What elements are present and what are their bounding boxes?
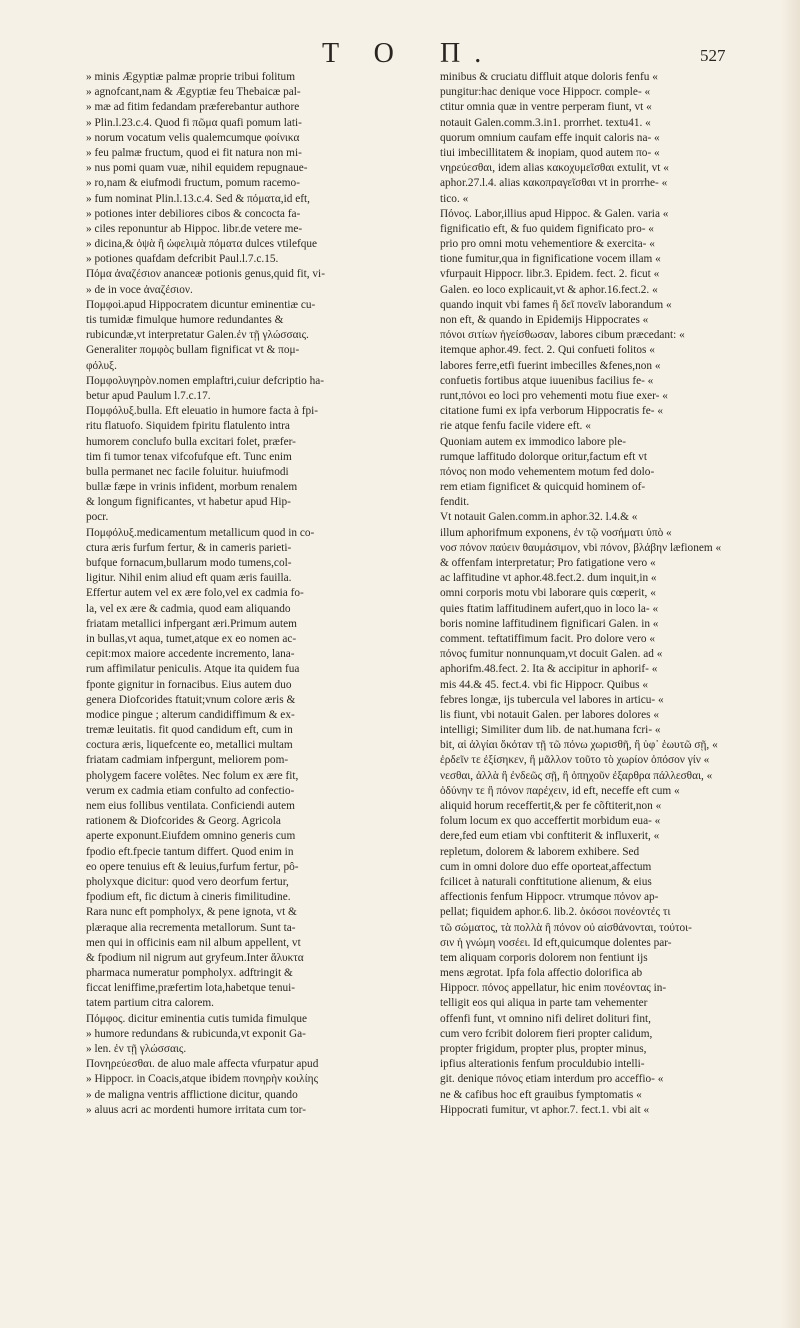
text-line: fendit. [440, 496, 470, 509]
text-line: Effertur autem vel ex ære folo,vel ex cadmia fo- [86, 587, 304, 600]
text-line: non eft, & quando in Epidemijs Hippocrates « [440, 314, 649, 326]
text-line: genera Diofcorides ftatuit;vnum colore æris & [86, 693, 296, 706]
text-line: lis fiunt, vbi notauit Galen. per labores dolores « [440, 708, 659, 721]
text-line: Πομφόλυξ.bulla. Eft eleuatio in humore facta à fpi- [86, 405, 319, 418]
text-line: coctura æris, liquefcente eo, metallici multam [86, 739, 293, 752]
text-line: telligit eos qui aliqua in parte tam vehementer [440, 997, 648, 1010]
text-line: offenfi funt, vt omnino nifi deliret dolituri fint, [440, 1012, 651, 1025]
text-line: » potiones quafdam defcribit Paul.l.7.c.15. [86, 253, 279, 266]
text-line: » ro,nam & eiufmodi fructum, pomum racemo- [86, 177, 300, 190]
text-line: pharmaca numeratur pompholyx. adftringit & [86, 967, 293, 980]
text-line: friatam metallici infpergant æri.Primum autem [86, 617, 297, 630]
text-line: ligitur. Nihil enim aliud eft quam æris fauilla. [86, 572, 292, 585]
text-line: » Hippocr. in Coacis,atque ibidem πονηρὴν κοιλίης [86, 1073, 319, 1086]
text-line: » de in voce ἀναζέσιον. [86, 283, 193, 296]
text-line: bulla permanet nec facile foluitur. huiufmodi [86, 465, 289, 478]
text-line: Πόμφος. dicitur eminentia cutis tumida fimulque [86, 1012, 307, 1025]
text-line: bufque fornacum,bullarum modo tumens,col- [86, 557, 292, 569]
text-line: Πομφόλυξ.medicamentum metallicum quod in co- [86, 526, 315, 539]
text-line: ctura æris furfum fertur, & in cameris parieti- [86, 541, 292, 554]
text-line: τῶ σώματος, τὰ πολλὰ ἢ πόνον οὐ αἰσθάνονται, τούτοι- [440, 921, 692, 934]
text-line: ritu flatuofo. Siquidem fpiritu flatulento intra [86, 420, 290, 433]
text-line: Πομφολυγηρὸν.nomen emplaftri,cuiur defcriptio ha- [86, 374, 325, 387]
text-line: runt,πόνοι eo loci pro vehementi motu fiue exer- « [440, 389, 668, 402]
text-line: tis tumidæ fimulque humore redundantes & [86, 314, 284, 326]
text-line: tiui imbecillitatem & inopiam, quod autem πο- « [440, 146, 660, 159]
text-line: fpodio eft.fpecie tantum differt. Quod enim in [86, 845, 294, 858]
text-line: tatem partium citra calorem. [86, 997, 214, 1010]
text-line: modice pingue ; alterum candidiffimum & ex- [86, 708, 295, 721]
running-head-left: T O [322, 38, 408, 69]
text-line: Hippocrati fumitur, vt aphor.7. fect.1. vbi ait « [440, 1103, 650, 1116]
text-line: vfurpauit Hippocr. libr.3. Epidem. fect. 2. ficut « [440, 268, 660, 281]
text-line: Πόνος. Labor,illius apud Hippoc. & Galen. varia « [440, 207, 669, 220]
text-line: ac laffitudine vt aphor.48.fect.2. dum inquit,in « [440, 572, 657, 585]
text-line: πόνος fumitur nonnunquam,vt docuit Galen. ad « [440, 648, 663, 661]
text-line: fpodium eft, fic dictum à cineris fimilitudine. [86, 891, 291, 904]
text-line: confuetis fortibus atque iuuenibus facilius fe- « [440, 374, 654, 387]
text-line: » humore redundans & rubicunda,vt exponit Ga- [86, 1027, 306, 1040]
text-line: omni corporis motu vbi laborare quis cœperit, « [440, 587, 656, 600]
text-line: Πονηρεύεσθαι. de aluo male affecta vfurpatur apud [86, 1058, 319, 1071]
text-line: πόνοι σιτίων ἡγείσθωσαν, labores cibum præcedant: « [440, 329, 685, 342]
text-line: rum affimilatur peniculis. Atque ita quidem fua [86, 663, 300, 676]
text-line: tremæ leuitatis. fit quod candidum eft, cum in [86, 724, 293, 737]
text-line: pholyxque dicitur: quod vero deorfum fertur, [86, 875, 289, 888]
text-line: quorum omnium caufam effe inquit caloris na- « [440, 131, 660, 144]
text-line: ipfius alterationis fenfum proculdubio intelli- [440, 1058, 645, 1071]
page-number: 527 [700, 46, 726, 65]
right-column [440, 70, 775, 1118]
text-line: tico. « [440, 192, 469, 205]
text-line: minibus & cruciatu diffluit atque doloris fenfu « [440, 71, 658, 83]
text-line: » agnofcant,nam & Ægyptiæ feu Thebaicæ pal- [86, 86, 301, 99]
text-line: tione fumitur,qua in fignificatione vocem illam « [440, 253, 661, 266]
text-line: Πόμα ἀναζέσιον ananceæ potionis genus,quid fit, vi- [86, 268, 325, 281]
text-line: Vt notauit Galen.comm.in aphor.32. l.4.& « [440, 511, 638, 524]
text-line: plæraque alia recrementa metallorum. Sunt ta- [86, 921, 296, 934]
page-header [0, 38, 800, 68]
text-line: repletum, dolorem & laborem exhibere. Sed [440, 845, 640, 858]
text-line: dere,fed eum etiam vbi conftiterit & influxerit, « [440, 830, 660, 843]
text-line: git. denique πόνος etiam interdum pro acceffio- « [440, 1073, 664, 1086]
text-line: & longum fignificantes, vt habetur apud Hip- [86, 496, 291, 509]
text-line: pungitur:hac denique voce Hippocr. comple- « [440, 86, 651, 99]
text-line: ἐρδεῖν τε ἐξίσηκεν, ἢ μᾶλλον τοῦτο τὸ χωρίον ὀπόσον γίν « [440, 754, 710, 767]
text-line: rie atque fenfu facile videre eft. « [440, 420, 591, 433]
text-line: Hippocr. πόνος appellatur, hic enim πονέοντας in- [440, 982, 667, 995]
text-line: nem eius follibus ventilata. Conficiendi autem [86, 800, 295, 812]
text-line: mis 44.& 45. fect.4. vbi fic Hippocr. Quibus « [440, 678, 649, 691]
text-line: » ciles reponuntur ab Hippoc. libr.de vetere me- [86, 222, 303, 235]
text-line: aphor.27.l.4. alias κακοπραγεῖσθαι vt in prorrhe- « [440, 177, 668, 190]
text-line: Rara nunc eft pompholyx, & pene ignota, vt & [86, 906, 297, 919]
text-line: rumque laffitudo dolorque oritur,factum eft vt [440, 450, 648, 463]
text-line: rubicundæ,vt interpretatur Galen.ἐν τῇ γλώσσαις. [86, 329, 309, 342]
text-line: » Plin.l.23.c.4. Quod fi πῶμα quafi pomum lati- [86, 116, 302, 129]
text-line: » fum nominat Plin.l.13.c.4. Sed & πόματα,id eft, [86, 192, 310, 205]
text-line: πόνος non modo vehementem motum fed dolo- [440, 465, 655, 478]
text-line: pellat; fiquidem aphor.6. lib.2. ὁκόσοι πονέοντές τι [440, 906, 671, 919]
text-line: » minis Ægyptiæ palmæ proprie tribui folitum [86, 71, 295, 83]
text-line: boris nomine laffitudinem fignificari Galen. in « [440, 617, 659, 630]
text-line: νοσ πόνον παύειν θαυμάσιμον, vbi πόνον, βλάβην læfionem « [440, 541, 722, 554]
text-line: betur apud Paulum l.7.c.17. [86, 389, 211, 402]
text-line: ficcat leniffime,præfertim lota,habetque tenui- [86, 982, 296, 995]
text-line: aphorifm.48.fect. 2. Ita & accipitur in aphorif- « [440, 663, 658, 676]
text-line: folum locum ex quo acceffertit morbidum eua- « [440, 815, 661, 828]
running-head-right: Π. [440, 38, 496, 69]
text-line: cum in omni dolore duo effe oporteat,affectum [440, 860, 652, 873]
text-line: Generaliter πομφὸς bullam fignificat vt & πομ- [86, 344, 300, 357]
text-line: & fpodium nil nigrum aut gryfeum.Inter ἄλυκτα [86, 951, 304, 964]
text-line: aliquid horum receffertit,& per fe cõftiterit,non « [440, 800, 662, 812]
text-line: Galen. eo loco explicauit,vt & aphor.16.fect.2. « [440, 283, 658, 296]
text-line: fcilicet à naturali conftitutione alienum, & eius [440, 875, 652, 888]
text-line: » feu palmæ fructum, quod ei fit natura non mi- [86, 146, 302, 159]
text-line: bullæ fæpe in vrinis infident, morbum renalem [86, 481, 298, 494]
text-line: νεσθαι, ἀλλὰ ἢ ἐνδεῶς σῇ, ἢ ὀπηχοῦν ἐξαρθρα πάλλεσθαι, « [440, 769, 713, 782]
text-line: tem aliquam corporis dolorem non fentiunt ijs [440, 951, 648, 964]
text-line: quies ftatim laffitudinem aufert,quo in loco la- « [440, 602, 659, 615]
text-line: febres longæ, ijs tubercula vel labores in articu- « [440, 693, 664, 706]
text-line: la, vel ex ære & cadmia, quod eam aliquando [86, 602, 291, 615]
text-line: citatione fumi ex ipfa verborum Hippocratis fe- « [440, 405, 664, 418]
text-line: illum aphorifmum exponens, ἐν τῷ νοσήματι ὑπὸ « [440, 526, 672, 539]
text-line: φόλυξ. [86, 359, 117, 372]
text-line: » nus pomi quam vuæ, nihil equidem repugnaue- [86, 162, 308, 175]
text-line: & offenfam interpretatur; Pro fatigatione vero « [440, 557, 656, 569]
text-line: νηρεύεσθαι, idem alias κακοχυμεῖσθαι extulit, vt « [440, 162, 669, 175]
text-line: » dicina,& ὁψὰ ἢ ὠφελιμὰ πόματα dulces vtilefque [86, 238, 318, 251]
text-line: » potiones inter debiliores cibos & concocta fa- [86, 207, 301, 220]
text-line: » norum vocatum velis qualemcumque φοίνικα [86, 131, 300, 144]
text-line: rationem & Diofcorides & Georg. Agricola [86, 815, 281, 828]
text-line: labores ferre,etfi fuerint imbecilles &fenes,non « [440, 359, 661, 372]
text-line: » de maligna ventris afflictione dicitur, quando [86, 1088, 298, 1101]
text-line: cepit:mox maiore accedente incremento, lana- [86, 648, 295, 661]
text-line: prio pro omni motu vehementiore & exercita- « [440, 238, 655, 251]
text-line: in bullas,vt aqua, tumet,atque ex eo nomen ac- [86, 632, 297, 645]
text-line: » mæ ad fitim fedandam præferebantur authore [86, 101, 300, 114]
text-line: ὀδύνην τε ἢ πόνον παρέχειν, id eft, neceffe eft cum « [440, 784, 680, 797]
text-line: fponte gignitur in fornacibus. Eius autem duo [86, 678, 292, 691]
text-line: σιν ἡ γνώμη νοσέει. Id eft,quicumque dolentes par- [440, 936, 672, 949]
text-line: eo opere tenuius eft & leuius,furfum fertur, pô- [86, 860, 299, 873]
text-line: quando inquit vbi fames ἢ δεῖ πονεῖν laborandum « [440, 298, 672, 311]
text-line: pholygem facere volêtes. Nec folum ex ære fit, [86, 769, 299, 782]
text-line: mens ægrotat. Ipfa fola affectio dolorifica ab [440, 967, 643, 980]
text-line: affectionis fenfum Hippocr. vtrumque πόνον ap- [440, 891, 659, 904]
text-line: intelligi; Similiter dum lib. de nat.humana fcri- « [440, 724, 661, 737]
text-line: cum vero fcribit dolorem fieri propter calidum, [440, 1027, 653, 1040]
text-line: humorem conclufo bulla excitari folet, præfer- [86, 435, 296, 448]
text-line: itemque aphor.49. fect. 2. Qui confueti folitos « [440, 344, 655, 357]
text-line: bit, αἱ ἀλγίαι ὅκόταν τῇ τῶ πόνω χωρισθῆ, ἢ ὑφ᾽ ἑωυτῶ σῇ, « [440, 739, 718, 752]
text-line: men qui in officinis eam nil album appellent, vt [86, 936, 301, 949]
text-line: tim fi tumor tenax vifcofufque eft. Tunc enim [86, 450, 292, 463]
text-line: Πομφοὶ.apud Hippocratem dicuntur eminentiæ cu- [86, 298, 316, 311]
text-line: propter frigidum, propter plus, propter minus, [440, 1043, 647, 1055]
text-line: notauit Galen.comm.3.in1. prorrhet. textu41. « [440, 116, 651, 129]
text-line: ne & cafibus hoc eft grauibus fymptomatis « [440, 1088, 642, 1101]
text-line: rem etiam fignificet & quicquid hominem of- [440, 481, 646, 494]
text-line: pocr. [86, 511, 109, 524]
text-line: » len. ἐν τῇ γλώσσαις. [86, 1043, 187, 1055]
text-line: comment. teftatiffimum facit. Pro dolore vero « [440, 632, 655, 645]
text-line: verum ex cadmia etiam confulto ad confectio- [86, 784, 295, 797]
text-line: ctitur omnia quæ in ventre perperam fiunt, vt « [440, 101, 652, 114]
page-edge-shadow [780, 0, 800, 1328]
text-line: Quoniam autem ex immodico labore ple- [440, 435, 627, 448]
left-column [86, 70, 432, 1118]
text-line: aperte exponunt.Eiufdem omnino generis cum [86, 830, 296, 843]
text-line: friatam cadmiam infpergunt, meliorem pom- [86, 754, 289, 767]
text-line: fignificatio eft, & fuo quidem fignificato pro- « [440, 222, 654, 235]
text-line: » aluus acri ac mordenti humore irritata cum tor- [86, 1103, 306, 1116]
